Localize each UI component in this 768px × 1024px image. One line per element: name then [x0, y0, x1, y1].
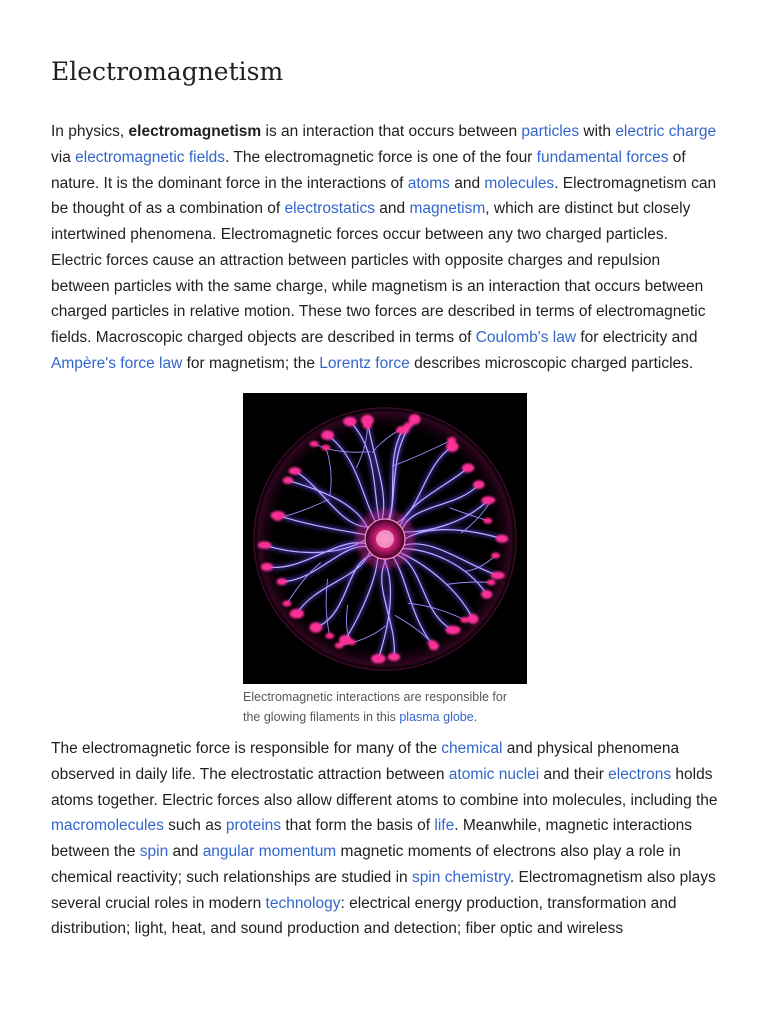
filament-tip [467, 614, 478, 624]
bold-term: electromagnetism [128, 123, 262, 140]
link-electromagnetic-fields[interactable]: electromagnetic fields [75, 148, 226, 166]
link-amperes-force-law[interactable]: Ampère's force law [51, 354, 183, 372]
link-coulombs-law[interactable]: Coulomb's law [475, 329, 577, 346]
filament-tip [481, 590, 492, 599]
filament-tip [273, 515, 282, 521]
text: and [374, 200, 410, 218]
text: . Electromagnetism can be thought of as a combination of [51, 174, 717, 218]
filament-tip [321, 445, 330, 451]
link-technology[interactable]: technology [265, 894, 341, 912]
link-plasma-globe[interactable]: plasma globe [399, 710, 474, 724]
text: magnetic moments of electrons also play a role in chemical reactivity; such relationships are studied in [51, 843, 681, 886]
link-angular-momentum[interactable]: angular momentum [202, 843, 337, 860]
text: . Electromagnetism also plays several crucial roles in modern [51, 868, 716, 912]
link-spin[interactable]: spin [139, 843, 169, 860]
filament-tip [481, 496, 494, 504]
text: is an interaction that occurs between [261, 123, 522, 140]
filament-tip [325, 633, 334, 639]
link-electrons[interactable]: electrons [608, 765, 672, 783]
filament-tip [283, 477, 293, 484]
link-atomic-nuclei[interactable]: atomic nuclei [448, 765, 540, 783]
caption-text: Electromagnetic interactions are responsible for the glowing filaments in this [243, 690, 508, 724]
figure-caption [243, 687, 527, 727]
filament-tip [321, 430, 334, 440]
text: and [449, 174, 485, 192]
filament-tip [261, 563, 273, 571]
filament-tip [496, 535, 508, 543]
link-atoms[interactable]: atoms [407, 174, 450, 192]
text: with [579, 123, 616, 140]
link-chemical[interactable]: chemical [441, 740, 503, 757]
link-particles[interactable]: particles [521, 123, 580, 140]
filament-tip [361, 415, 374, 426]
filament-tip [491, 553, 500, 559]
link-lorentz-force[interactable]: Lorentz force [319, 354, 410, 372]
filament-tip [445, 626, 460, 635]
text: In physics, [51, 123, 129, 140]
filament-tip [483, 518, 492, 524]
text: for magnetism; the [182, 354, 320, 372]
link-proteins[interactable]: proteins [225, 817, 282, 835]
link-magnetism[interactable]: magnetism [409, 200, 486, 218]
filament-tip [460, 617, 469, 623]
filament-tip [310, 622, 323, 632]
filament-tip [388, 653, 401, 661]
text: of nature. It is the dominant force in the interactions of [51, 148, 686, 192]
text: The electromagnetic force is responsible for many of the [51, 740, 442, 757]
link-molecules[interactable]: molecules [484, 174, 555, 192]
text: such as [163, 817, 226, 835]
caption-end: . [473, 710, 478, 724]
plasma-globe-drawing [243, 393, 527, 684]
link-life[interactable]: life [434, 817, 455, 835]
link-electric-charge[interactable]: electric charge [615, 123, 717, 140]
text: , which are distinct but closely intertwined phenomena. Electromagnetic forces occur between any two charged particles. Electric forces cause an attraction between particles with opposite charges and repulsion between particles with the same charge, while magnetism is an interaction that occurs between charged particles in relative motion. These two forces are described in terms of electromagnetic fields. Macroscopic charged objects are described in terms of [51, 200, 706, 346]
filament-tip [258, 541, 272, 548]
text: for electricity and [576, 329, 698, 346]
text: and their [539, 765, 609, 783]
text: . Meanwhile, magnetic interactions between the [51, 817, 693, 860]
filament-tip [396, 426, 409, 434]
filament-tip [428, 640, 437, 646]
body-paragraph [51, 736, 721, 942]
filament-tip [310, 441, 319, 447]
filament-tip [462, 463, 474, 472]
link-macromolecules[interactable]: macromolecules [51, 817, 164, 835]
intro-paragraph [51, 119, 721, 377]
plasma-globe-figure [243, 393, 527, 727]
filament-tip [347, 639, 356, 645]
filament-tip [491, 572, 505, 580]
plasma-globe-image[interactable] [243, 393, 527, 684]
filament-tip [290, 609, 304, 619]
text: holds atoms together. Electric forces also allow different atoms to combine into molecules, including the [51, 765, 718, 809]
filament-tip [277, 578, 287, 585]
text: and physical phenomena observed in daily life. The electrostatic attraction between [51, 740, 680, 783]
link-electrostatics[interactable]: electrostatics [284, 200, 375, 218]
filament-tip [446, 441, 459, 452]
text: . The electromagnetic force is one of the four [225, 148, 537, 166]
text: : electrical energy production, transformation and distribution; light, heat, and sound production and detection; fiber optic and wireless [51, 894, 677, 938]
filament-tip [289, 467, 302, 474]
link-fundamental-forces[interactable]: fundamental forces [536, 148, 669, 166]
text: that form the basis of [281, 817, 435, 835]
filament-tip [473, 480, 484, 489]
text: and [168, 843, 203, 860]
text: via [51, 148, 76, 166]
filament-tip [409, 414, 421, 425]
filament-tip [343, 417, 356, 427]
link-spin-chemistry[interactable]: spin chemistry [411, 868, 510, 886]
filament-tip [487, 579, 496, 585]
filament-tip [371, 654, 385, 664]
page-title: Electromagnetism [51, 57, 284, 86]
text: describes microscopic charged particles. [409, 354, 694, 372]
filament-tip [283, 601, 292, 607]
